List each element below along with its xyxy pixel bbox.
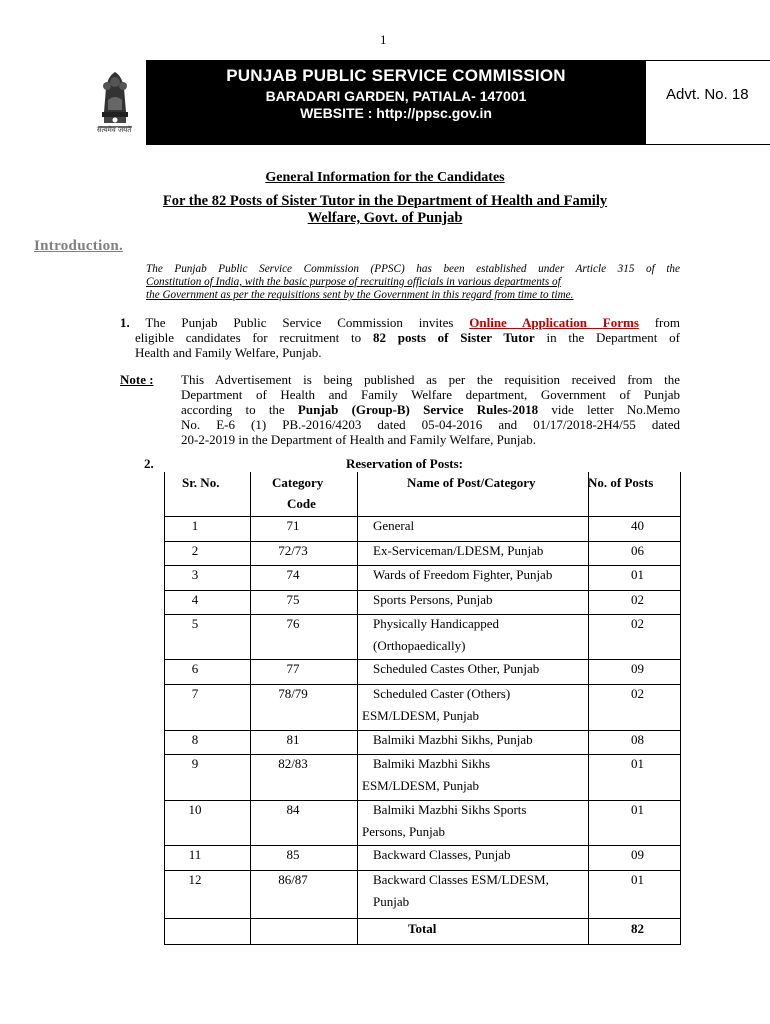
cell-category-code: 74 xyxy=(286,567,300,582)
cell-post-name: Wards of Freedom Fighter, Punjab xyxy=(373,567,553,582)
cell-sr-no: 5 xyxy=(191,616,199,631)
col-header-posts: No. of Posts xyxy=(588,475,654,490)
cell-category-code: 86/87 xyxy=(278,872,308,887)
cell-sr-no: 10 xyxy=(188,802,202,817)
cell-posts: 01 xyxy=(631,567,644,582)
cell-sr-no: 1 xyxy=(191,518,199,533)
cell-post-name: Physically Handicapped xyxy=(373,616,499,631)
cell-post-name: Scheduled Castes Other, Punjab xyxy=(373,661,540,676)
col-header-sr: Sr. No. xyxy=(182,475,220,490)
cell-category-code: 82/83 xyxy=(278,756,308,771)
note-line: No. E-6 (1) PB.-2016/4203 dated 05-04-2016 and 01/17/2018-2H4/55 dated xyxy=(181,417,680,432)
cell-post-name: Balmiki Mazbhi Sikhs xyxy=(373,756,490,771)
cell-posts: 09 xyxy=(631,847,644,862)
letterhead xyxy=(80,60,749,145)
total-value: 82 xyxy=(631,921,644,936)
cell-sr-no: 4 xyxy=(191,592,199,607)
advt-number-box xyxy=(646,60,770,145)
general-info-title: General Information for the Candidates xyxy=(265,170,505,185)
cell-post-name: Backward Classes, Punjab xyxy=(373,847,511,862)
cell-post-name: Scheduled Caster (Others) xyxy=(373,686,511,701)
cell-sr-no: 11 xyxy=(188,847,202,862)
cell-category-code: 71 xyxy=(286,518,300,533)
cell-post-name: Sports Persons, Punjab xyxy=(373,592,493,607)
cell-category-code: 81 xyxy=(286,732,300,747)
cell-post-name-cont: Persons, Punjab xyxy=(362,824,446,839)
cell-sr-no: 8 xyxy=(191,732,199,747)
note-text xyxy=(181,372,680,447)
cell-posts: 01 xyxy=(631,756,644,771)
paragraph-1 xyxy=(120,315,680,360)
cell-post-name: Backward Classes ESM/LDESM, xyxy=(373,872,549,887)
cell-post-name-cont: (Orthopaedically) xyxy=(373,638,466,653)
reservation-table xyxy=(164,472,681,944)
para1-line3: Health and Family Welfare, Punjab. xyxy=(135,345,322,360)
cell-sr-no: 2 xyxy=(191,543,199,558)
cell-category-code: 72/73 xyxy=(278,543,308,558)
post-title-line1: For the 82 Posts of Sister Tutor in the Department of Health and Family xyxy=(162,193,608,209)
note-line: Department of Health and Family Welfare department, Government of Punjab xyxy=(181,387,680,402)
cell-category-code: 78/79 xyxy=(278,686,308,701)
cell-post-name: Balmiki Mazbhi Sikhs, Punjab xyxy=(373,732,533,747)
cell-category-code: 75 xyxy=(286,592,300,607)
para1-text-end: from xyxy=(638,315,680,330)
cell-post-name-cont: ESM/LDESM, Punjab xyxy=(362,778,480,793)
cell-posts: 08 xyxy=(631,732,644,747)
service-rules-bold: Punjab (Group-B) Service Rules-2018 xyxy=(297,402,539,417)
posts-count-bold: 82 posts of Sister Tutor xyxy=(372,330,535,345)
note-line: vide letter No.Memo xyxy=(538,402,680,417)
org-address: BARADARI GARDEN, PATIALA- 147001 xyxy=(265,88,527,104)
online-application-link[interactable]: Online Application Forms xyxy=(469,315,639,330)
para1-line2-end: in the Department of xyxy=(534,330,680,345)
org-name: PUNJAB PUBLIC SERVICE COMMISSION xyxy=(226,66,566,85)
cell-posts: 02 xyxy=(631,592,644,607)
total-label: Total xyxy=(408,921,437,936)
cell-posts: 01 xyxy=(631,802,644,817)
post-title-line2: Welfare, Govt. of Punjab xyxy=(307,210,463,226)
cell-post-name-cont: Punjab xyxy=(373,894,410,909)
emblem-motto: सत्यमेव जयते xyxy=(96,126,132,134)
page-number: 1 xyxy=(380,32,387,47)
cell-post-name: Balmiki Mazbhi Sikhs Sports xyxy=(373,802,527,817)
intro-line: the Government as per the requisitions sent by the Government in this regard from time to time. xyxy=(146,289,574,301)
advt-number: Advt. No. 18 xyxy=(666,86,749,103)
cell-post-name: General xyxy=(373,518,415,533)
note-line: This Advertisement is being published as per the requisition received from the xyxy=(181,372,680,387)
cell-post-name-cont: ESM/LDESM, Punjab xyxy=(362,708,480,723)
section-2-number: 2. xyxy=(144,456,154,471)
intro-heading: Introduction. xyxy=(34,238,124,254)
cell-post-name: Ex-Serviceman/LDESM, Punjab xyxy=(373,543,544,558)
cell-posts: 01 xyxy=(631,872,644,887)
emblem-icon xyxy=(80,60,146,145)
reservation-title: Reservation of Posts: xyxy=(346,456,463,471)
cell-posts: 02 xyxy=(631,616,644,631)
cell-sr-no: 3 xyxy=(191,567,199,582)
cell-sr-no: 6 xyxy=(191,661,199,676)
cell-sr-no: 12 xyxy=(188,872,202,887)
intro-line: Constitution of India, with the basic purpose of recruiting officials in various departments of xyxy=(146,276,561,288)
cell-sr-no: 9 xyxy=(191,756,199,771)
cell-posts: 06 xyxy=(631,543,644,558)
note-line: according to the xyxy=(181,402,298,417)
commission-banner xyxy=(146,60,646,145)
cell-posts: 09 xyxy=(631,661,644,676)
cell-category-code: 76 xyxy=(286,616,300,631)
col-header-code: Code xyxy=(287,496,316,511)
org-website: WEBSITE : http://ppsc.gov.in xyxy=(300,105,492,121)
para1-text: The Punjab Public Service Commission invites xyxy=(129,315,470,330)
cell-sr-no: 7 xyxy=(191,686,199,701)
cell-posts: 02 xyxy=(631,686,644,701)
col-header-name: Name of Post/Category xyxy=(407,475,536,490)
cell-category-code: 85 xyxy=(286,847,300,862)
note-line: 20-2-2019 in the Department of Health and Family Welfare, Punjab. xyxy=(181,432,537,447)
intro-line: The Punjab Public Service Commission (PPSC) has been established under Article 315 of the xyxy=(146,263,680,275)
para1-line2: eligible candidates for recruitment to xyxy=(135,330,373,345)
cell-category-code: 77 xyxy=(286,661,300,676)
note-label: Note : xyxy=(120,372,154,387)
intro-text xyxy=(146,263,680,302)
para-number: 1. xyxy=(120,315,130,330)
cell-posts: 40 xyxy=(631,518,644,533)
col-header-category: Category xyxy=(272,475,324,490)
cell-category-code: 84 xyxy=(286,802,300,817)
